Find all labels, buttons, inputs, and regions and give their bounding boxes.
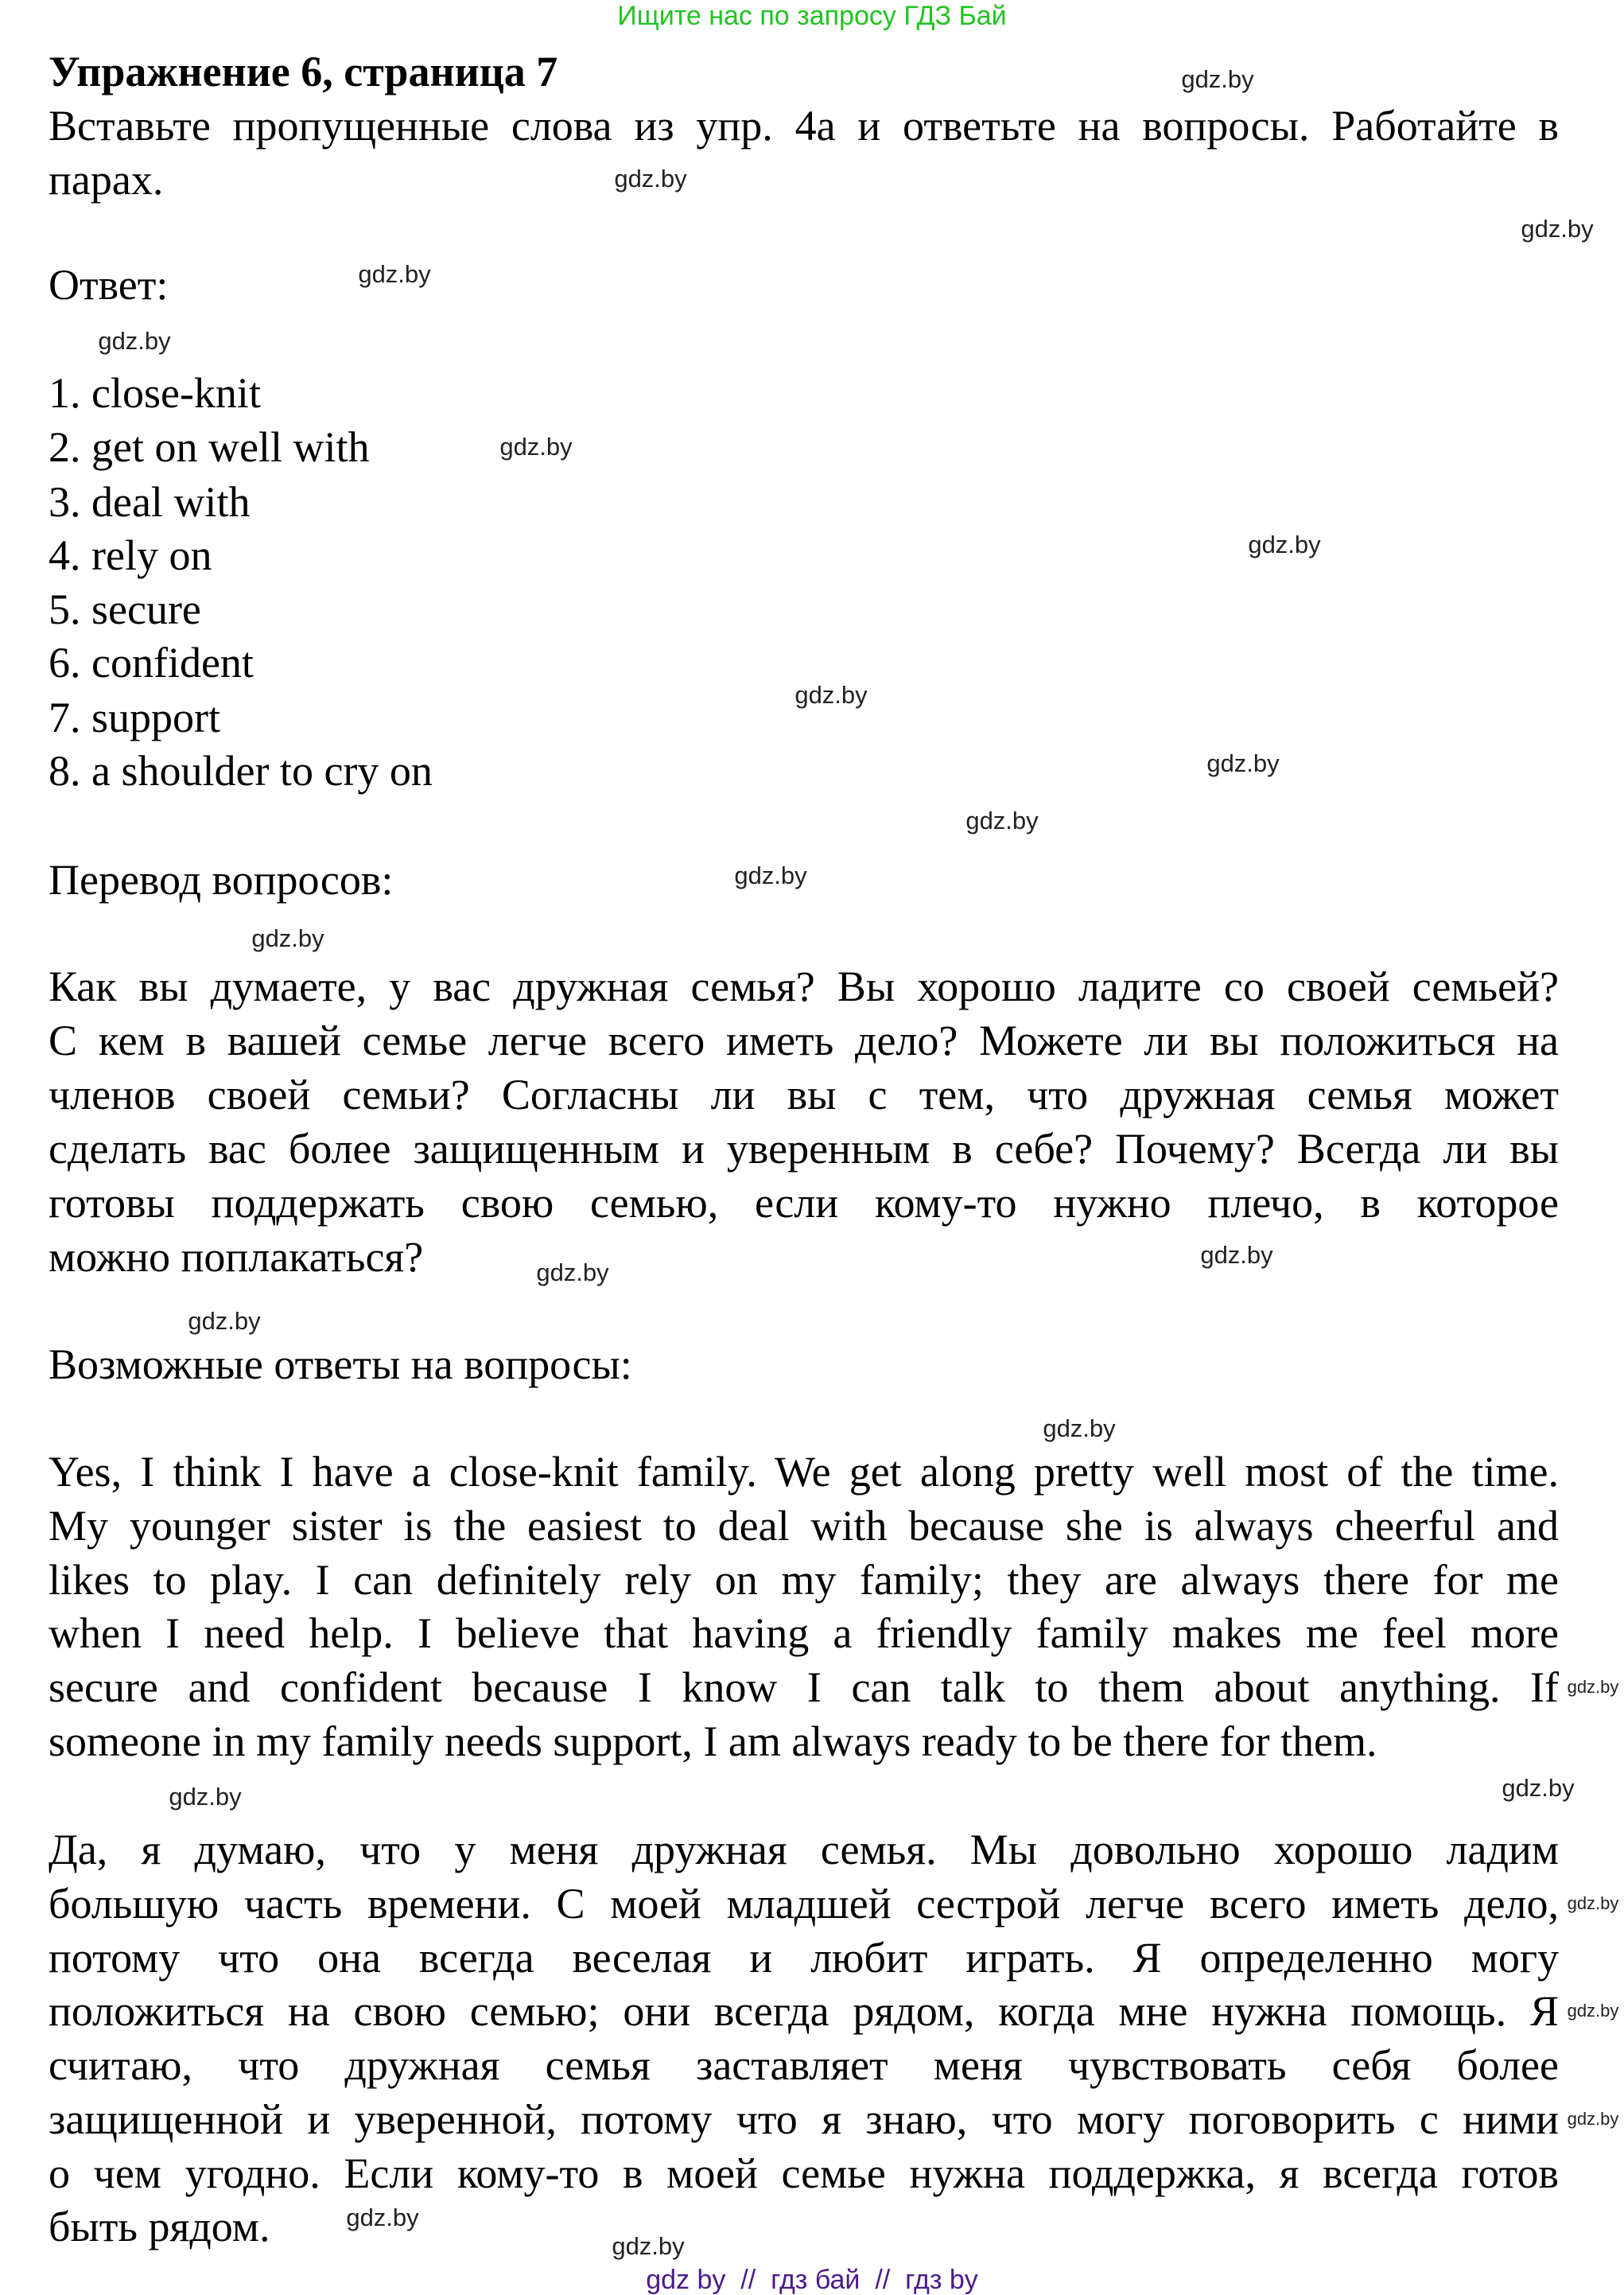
- translation-line: С кем в вашей семье легче всего иметь дело? Можете ли вы положиться на: [49, 1017, 1559, 1064]
- russian-answer-line: большую часть времени. С моей младшей сестрой легче всего иметь дело,: [49, 1880, 1559, 1927]
- answer-item: 8. a shoulder to cry on: [49, 747, 433, 795]
- watermark: gdz.by: [1200, 1241, 1273, 1269]
- answer-item: 3. deal with: [49, 478, 251, 526]
- watermark: gdz.by: [614, 165, 687, 193]
- watermark: gdz.by: [1521, 215, 1594, 243]
- russian-answer-line: потому что она всегда веселая и любит играть. Я определенно могу: [49, 1934, 1559, 1982]
- watermark: gdz.by: [1248, 531, 1321, 558]
- watermark: gdz.by: [1206, 749, 1280, 777]
- russian-answer-line: защищенной и уверенной, потому что я знаю, что могу поговорить с ними: [49, 2095, 1559, 2143]
- watermark: gdz.by: [1181, 65, 1254, 93]
- russian-answer-line: быть рядом.: [49, 2203, 270, 2250]
- instruction-line: парах.: [49, 156, 164, 204]
- russian-answer-line: положиться на свою семью; они всегда рядом, когда мне нужна помощь. Я: [49, 1987, 1559, 2035]
- answer-item: 1. close-knit: [49, 369, 261, 417]
- russian-answer-line: о чем угодно. Если кому-то в моей семье нужна поддержка, я всегда готов: [49, 2149, 1559, 2197]
- watermark: gdz.by: [536, 1258, 609, 1286]
- answer-item: 2. get on well with: [49, 423, 370, 471]
- english-answer-line: likes to play. I can definitely rely on my family; they are always there for me: [49, 1556, 1559, 1604]
- english-answer-line: someone in my family needs support, I am always ready to be there for them.: [49, 1717, 1377, 1765]
- russian-answer-line: Да, я думаю, что у меня дружная семья. Мы довольно хорошо ладим: [49, 1826, 1559, 1873]
- answer-item: 6. confident: [49, 639, 254, 687]
- translation-line: Как вы думаете, у вас дружная семья? Вы хорошо ладите со своей семьей?: [49, 963, 1559, 1010]
- english-answer-line: when I need help. I believe that having a friendly family makes me feel more: [49, 1609, 1559, 1657]
- watermark: gdz.by: [734, 862, 807, 889]
- translation-label: Перевод вопросов:: [49, 856, 394, 904]
- translation-line: сделать вас более защищенным и уверенным в себе? Почему? Всегда ли вы: [49, 1125, 1559, 1173]
- translation-line: членов своей семьи? Согласны ли вы с тем, что дружная семья может: [49, 1071, 1559, 1118]
- answer-label: Ответ:: [49, 261, 169, 309]
- answer-item: 5. secure: [49, 585, 201, 633]
- watermark: gdz.by: [1502, 1774, 1575, 1802]
- watermark: gdz.by: [1567, 1893, 1619, 1913]
- watermark: gdz.by: [1567, 2109, 1619, 2129]
- watermark: gdz.by: [169, 1783, 242, 1811]
- watermark: gdz.by: [358, 260, 431, 288]
- english-answer-line: Yes, I think I have a close-knit family. We get along pretty well most of the time.: [49, 1448, 1559, 1496]
- page-title: Упражнение 6, страница 7: [49, 48, 558, 95]
- russian-answer-line: считаю, что дружная семья заставляет меня чувствовать себя более: [49, 2041, 1559, 2089]
- watermark: gdz.by: [795, 681, 868, 709]
- watermark: gdz.by: [1567, 2001, 1619, 2021]
- instruction-line: Вставьте пропущенные слова из упр. 4a и ответьте на вопросы. Работайте в: [49, 102, 1559, 150]
- translation-line: можно поплакаться?: [49, 1233, 424, 1281]
- translation-line: готовы поддержать свою семью, если кому-то нужно плечо, в которое: [49, 1179, 1559, 1227]
- answer-item: 4. rely on: [49, 531, 212, 579]
- watermark: gdz.by: [251, 924, 324, 952]
- watermark: gdz.by: [612, 2232, 685, 2260]
- watermark: gdz.by: [188, 1307, 261, 1335]
- watermark: gdz.by: [965, 807, 1039, 834]
- english-answer-line: secure and confident because I know I can talk to them about anything. If: [49, 1663, 1559, 1711]
- search-hint-banner: Ищите нас по запросу ГДЗ Бай: [617, 1, 1007, 31]
- watermark: gdz.by: [346, 2204, 419, 2231]
- watermark: gdz.by: [499, 433, 573, 461]
- watermark: gdz.by: [1567, 1677, 1619, 1697]
- watermark: gdz.by: [1043, 1414, 1116, 1442]
- answer-item: 7. support: [49, 694, 220, 741]
- watermark: gdz.by: [98, 327, 171, 355]
- footer-links: gdz by // гдз бай // гдз by: [646, 2265, 978, 2295]
- english-answer-line: My younger sister is the easiest to deal with because she is always cheerful and: [49, 1502, 1559, 1550]
- possible-answers-label: Возможные ответы на вопросы:: [49, 1340, 632, 1388]
